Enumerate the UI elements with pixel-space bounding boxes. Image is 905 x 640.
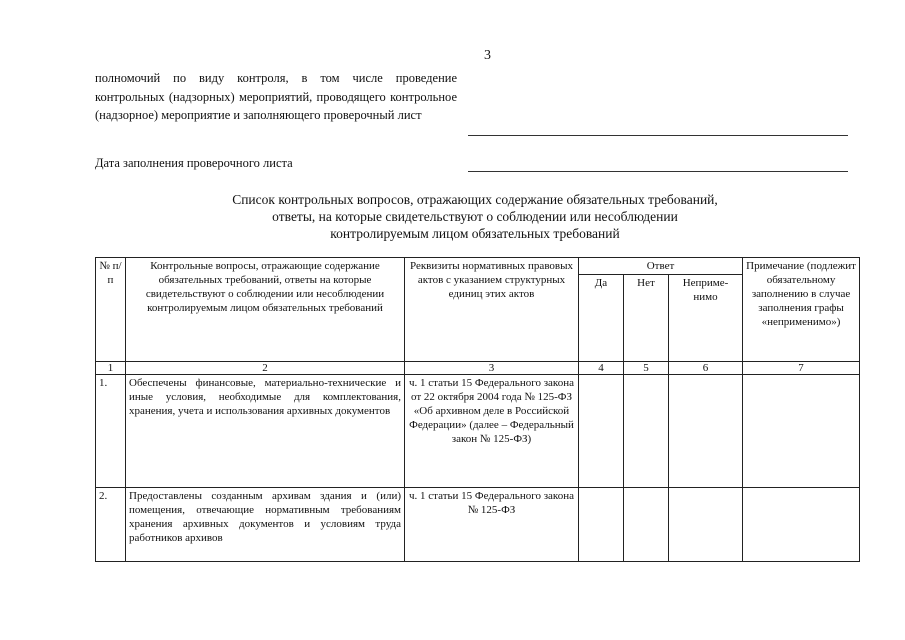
row-question: Предоставлены созданным архивам здания и (или) помещения, отвечающие нормативным требованиям хранения архивных документов и условиям труда работников архивов (126, 488, 405, 562)
checklist-heading (190, 191, 760, 242)
header-note: Примечание (подлежит обязательному заполнению в случае заполнения графы «неприменимо») (743, 258, 860, 362)
row-num: 1. (96, 375, 126, 488)
header-question: Контрольные вопросы, отражающие содержание обязательных требований, ответы на которые свидетельствуют о соблюдении или несоблюдении контролируемым лицом обязательных требований (126, 258, 405, 362)
page-number: 3 (484, 48, 491, 63)
column-number: 2 (126, 362, 405, 375)
note-cell[interactable] (743, 375, 860, 488)
heading-line: контролируемым лицом обязательных требований (330, 226, 620, 241)
intro-paragraph: полномочий по виду контроля, в том числе проведение контрольных (надзорных) мероприятий, проводящего контрольное (надзорное) мероприятие и заполняющего проверочный лист (95, 71, 457, 122)
date-fill-line[interactable] (468, 171, 848, 172)
checklist-table (95, 257, 860, 562)
inspector-signature-line[interactable] (468, 135, 848, 136)
header-answer: Ответ (579, 258, 743, 275)
column-number: 5 (624, 362, 669, 375)
answer-yes-cell[interactable] (579, 488, 624, 562)
column-numbers-row (96, 362, 860, 375)
date-label: Дата заполнения проверочного листа (95, 156, 293, 170)
heading-line: ответы, на которые свидетельствуют о соблюдении или несоблюдении (272, 209, 678, 224)
note-cell[interactable] (743, 488, 860, 562)
row-num: 2. (96, 488, 126, 562)
header-num: № п/п (96, 258, 126, 362)
answer-yes-cell[interactable] (579, 375, 624, 488)
row-question: Обеспечены финансовые, материально-технические и иные условия, необходимые для комплектования, хранения, учета и использования архивных документов (126, 375, 405, 488)
heading-line: Список контрольных вопросов, отражающих содержание обязательных требований, (232, 192, 718, 207)
table-row (96, 488, 860, 562)
column-number: 3 (405, 362, 579, 375)
header-yes: Да (579, 275, 624, 362)
answer-no-cell[interactable] (624, 488, 669, 562)
answer-no-cell[interactable] (624, 375, 669, 488)
row-requisites: ч. 1 статьи 15 Федерального закона от 22 октября 2004 года № 125-ФЗ «Об архивном деле в Российской Федерации» (далее – Федеральный закон № 125-ФЗ) (405, 375, 579, 488)
answer-not-applicable-cell[interactable] (669, 375, 743, 488)
column-number: 7 (743, 362, 860, 375)
table-row (96, 375, 860, 488)
header-not-applicable: Неприме-нимо (669, 275, 743, 362)
row-requisites: ч. 1 статьи 15 Федерального закона № 125-ФЗ (405, 488, 579, 562)
header-no: Нет (624, 275, 669, 362)
column-number: 6 (669, 362, 743, 375)
column-number: 4 (579, 362, 624, 375)
table-header-row (96, 258, 860, 275)
column-number: 1 (96, 362, 126, 375)
header-requisites: Реквизиты нормативных правовых актов с указанием структурных единиц этих актов (405, 258, 579, 362)
answer-not-applicable-cell[interactable] (669, 488, 743, 562)
